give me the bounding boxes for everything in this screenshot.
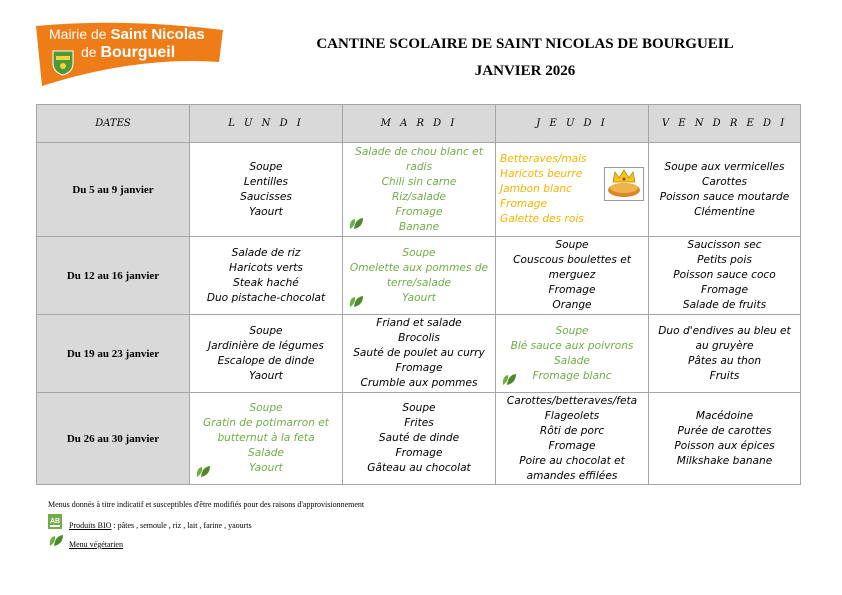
menu-item: Orange: [552, 299, 592, 311]
menu-cell-lundi: [190, 315, 343, 393]
menu-item: Soupe: [249, 402, 283, 414]
menu-item: Lentilles: [243, 175, 289, 188]
header-dates: DATES: [37, 105, 190, 143]
menu-cell-vendredi: [649, 315, 801, 393]
menu-item: Macédoine: [695, 409, 754, 422]
header-row: [37, 105, 801, 143]
menu-item: Brocolis: [398, 332, 440, 344]
menu-item: Sauté de dinde: [378, 432, 460, 444]
bio-legend: [69, 521, 252, 530]
menu-item: Haricots verts: [229, 261, 303, 274]
menu-item: Poire au chocolat et: [519, 454, 625, 467]
menu-table: [36, 104, 801, 485]
week-date: Du 12 au 16 janvier: [37, 237, 190, 315]
logo-prefix-1: Mairie de: [49, 26, 107, 42]
menu-cell-mardi: [343, 393, 496, 485]
menu-item: Purée de carottes: [677, 424, 772, 437]
menu-cell-vendredi: [649, 237, 801, 315]
week-date: Du 26 au 30 janvier: [37, 393, 190, 485]
menu-item: merguez: [548, 269, 596, 281]
menu-item: Friand et salade: [376, 317, 462, 329]
header-mardi: M A R D I: [343, 105, 496, 143]
menu-item: Clémentine: [694, 205, 755, 218]
week-date: Du 5 au 9 janvier: [37, 143, 190, 237]
menu-item: Saucisses: [240, 190, 292, 203]
menu-item: Saucisson sec: [687, 239, 762, 251]
vegetarian-leaf-icon: [49, 534, 64, 547]
menu-item: Fromage: [395, 205, 443, 218]
menu-item: Chili sin carne: [381, 175, 457, 188]
menu-item: Fromage blanc: [532, 369, 612, 382]
menu-item: Soupe: [555, 324, 589, 337]
menu-cell-vendredi: [649, 393, 801, 485]
menu-item: Milkshake banane: [676, 454, 773, 467]
menu-item: Fromage: [395, 447, 443, 459]
vegetarian-leaf-icon: [349, 217, 364, 230]
menu-item: Soupe: [402, 246, 436, 259]
menu-item: Soupe aux vermicelles: [664, 160, 785, 173]
menu-item: Yaourt: [249, 369, 283, 382]
week-row: [37, 143, 801, 237]
logo-bold-1: Saint Nicolas: [110, 26, 205, 43]
coat-of-arms-icon: [52, 50, 74, 76]
menu-item: Rôti de porc: [539, 424, 605, 437]
menu-cell-jeudi: [496, 143, 649, 237]
menu-item: Banane: [398, 220, 440, 233]
menu-item: Betteraves/mais: [500, 153, 587, 165]
menu-item: Carottes/betteraves/feta: [506, 394, 638, 407]
menu-item: Yaourt: [249, 205, 283, 218]
menu-item: terre/salade: [386, 276, 452, 289]
menu-item: Yaourt: [249, 462, 283, 474]
menu-cell-jeudi: [496, 237, 649, 315]
logo-line-2: [81, 44, 175, 62]
logo-prefix-2: de: [81, 44, 97, 60]
menu-item: butternut à la feta: [217, 432, 315, 444]
ab-bio-logo-icon: [48, 514, 62, 529]
menu-cell-jeudi: [496, 315, 649, 393]
menu-item: Poisson aux épices: [674, 439, 775, 452]
menu-cell-lundi: [190, 393, 343, 485]
menu-item: Sauté de poulet au curry: [353, 347, 485, 359]
menu-item: Steak haché: [233, 276, 299, 289]
menu-item: Yaourt: [402, 291, 436, 304]
vegetarian-leaf-icon: [502, 373, 517, 386]
vegetarian-legend: Menu végétarien: [69, 540, 123, 549]
menu-cell-lundi: [190, 237, 343, 315]
menu-item: Soupe: [249, 324, 283, 337]
logo-bold-2: Bourgueil: [100, 44, 176, 61]
header-vendredi: V E N D R E D I: [649, 105, 801, 143]
svg-text:AB: AB: [49, 518, 61, 525]
menu-item: Gâteau au chocolat: [367, 462, 471, 474]
menu-item: Fromage: [701, 284, 748, 296]
menu-item: Fromage: [548, 284, 596, 296]
week-row: [37, 393, 801, 485]
menu-item: Jambon blanc: [500, 183, 572, 195]
menu-item: Pâtes au thon: [687, 354, 762, 367]
menu-item: Duo d'endives au bleu et: [658, 324, 791, 337]
galette-des-rois-icon: [604, 167, 644, 201]
menu-item: Gratin de potimarron et: [203, 417, 329, 429]
menu-item: Fromage: [500, 198, 547, 210]
menu-item: Soupe: [555, 239, 589, 251]
page-subtitle: JANVIER 2026: [474, 63, 576, 79]
menu-item: Salade: [248, 447, 284, 459]
menu-item: radis: [405, 160, 433, 173]
menu-cell-mardi: [343, 143, 496, 237]
week-date: Du 19 au 23 janvier: [37, 315, 190, 393]
vegetarian-leaf-icon: [349, 295, 364, 308]
menu-item: Flageolets: [544, 409, 600, 422]
menu-item: Soupe: [249, 160, 283, 173]
menu-cell-jeudi: [496, 393, 649, 485]
menu-item: Fruits: [709, 369, 740, 382]
menu-item: Duo pistache-chocolat: [206, 291, 326, 304]
header-lundi: L U N D I: [190, 105, 343, 143]
menu-item: Poisson sauce coco: [673, 269, 776, 281]
menu-item: Petits pois: [697, 254, 752, 266]
menu-item: Jardinière de légumes: [208, 339, 324, 352]
menu-item: Fromage: [395, 362, 443, 374]
vegetarian-leaf-icon: [196, 465, 211, 478]
menu-cell-mardi: [343, 237, 496, 315]
menu-item: Blé sauce aux poivrons: [510, 339, 634, 352]
bio-products: : pâtes , semoule , riz , lait , farine , yaourts: [111, 521, 252, 530]
week-row: [37, 237, 801, 315]
menu-cell-lundi: [190, 143, 343, 237]
menu-item: Fromage: [548, 439, 596, 452]
menu-item: Frites: [404, 417, 434, 429]
menu-item: Haricots beurre: [500, 168, 583, 180]
disclaimer-text: Menus donnés à titre indicatif et susceptibles d'être modifiés pour des raisons d'approvisionnement: [48, 500, 365, 509]
menu-cell-vendredi: [649, 143, 801, 237]
page-title: CANTINE SCOLAIRE DE SAINT NICOLAS DE BOURGUEIL: [316, 36, 734, 52]
menu-item: Escalope de dinde: [217, 354, 315, 367]
menu-item: Crumble aux pommes: [360, 377, 478, 389]
menu-cell-mardi: [343, 315, 496, 393]
menu-item: Carottes: [701, 175, 748, 188]
menu-item: Riz/salade: [391, 190, 447, 203]
header-jeudi: J E U D I: [496, 105, 649, 143]
menu-item: amandes effilées: [526, 469, 618, 482]
mairie-logo: [36, 22, 223, 86]
menu-item: Salade de fruits: [682, 299, 767, 311]
menu-item: Salade de riz: [231, 246, 301, 259]
logo-line-1: [49, 26, 205, 43]
menu-item: Salade: [554, 354, 590, 367]
menu-item: Couscous boulettes et: [513, 254, 631, 266]
week-row: [37, 315, 801, 393]
menu-item: Poisson sauce moutarde: [659, 190, 790, 203]
menu-item: Galette des rois: [500, 213, 584, 225]
menu-item: au gruyère: [695, 339, 754, 352]
menu-item: Omelette aux pommes de: [349, 261, 489, 274]
menu-item: Salade de chou blanc et: [355, 145, 483, 158]
bio-label: Produits BIO: [69, 521, 112, 530]
menu-item: Soupe: [402, 402, 436, 414]
